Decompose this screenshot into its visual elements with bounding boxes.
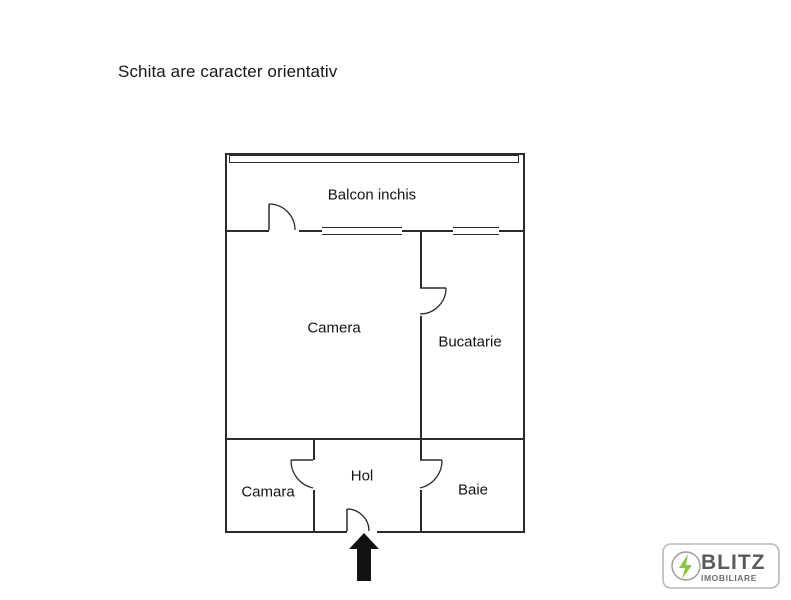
door-arc-bucatarie <box>420 288 446 314</box>
door-arc-balcony <box>269 204 295 230</box>
door-arc-entry <box>347 509 369 531</box>
room-label-baie: Baie <box>457 481 489 499</box>
logo-brand-text: BLITZ <box>701 551 766 574</box>
logo-tagline-text: IMOBILIARE <box>701 573 758 583</box>
room-label-camara: Camara <box>241 483 295 501</box>
room-label-bucatarie: Bucatarie <box>438 333 502 351</box>
entrance-arrow-icon <box>349 533 379 581</box>
room-label-hol: Hol <box>350 467 374 485</box>
blitz-imobiliare-logo <box>661 540 781 592</box>
plan-note-title: Schita are caracter orientativ <box>118 62 338 81</box>
door-arc-baie <box>420 460 442 488</box>
room-label-camera: Camera <box>307 319 361 337</box>
room-label-balcon: Balcon inchis <box>327 186 417 204</box>
